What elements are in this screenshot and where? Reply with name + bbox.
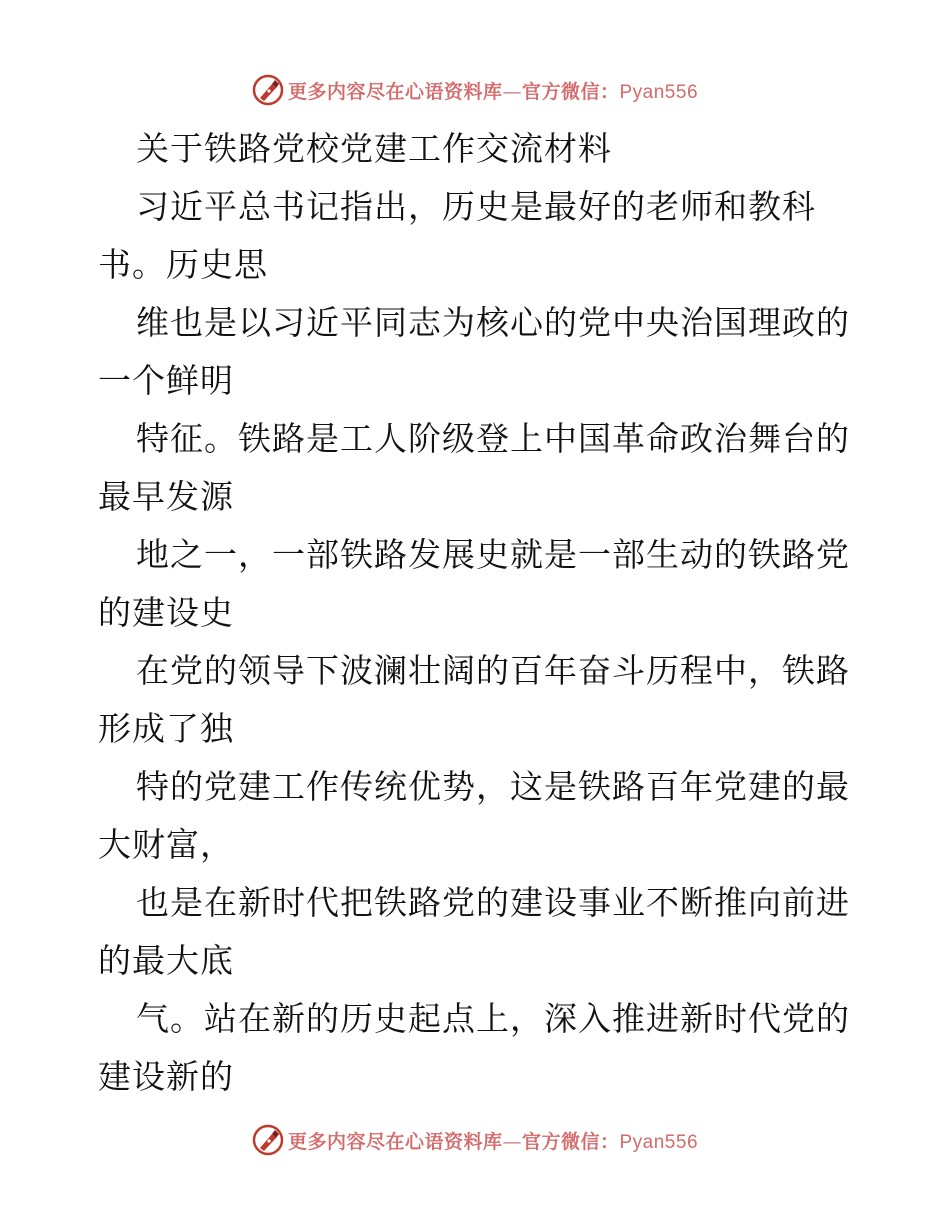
paragraph-line: 特征。铁路是工人阶级登上中国革命政治舞台的 bbox=[136, 419, 850, 458]
paragraph-line: 最早发源 bbox=[98, 477, 234, 516]
paragraph-line: 地之一，一部铁路发展史就是一部生动的铁路党 bbox=[136, 535, 850, 574]
pen-nib-logo-icon bbox=[252, 1124, 284, 1156]
footer-banner bbox=[0, 1120, 950, 1160]
header-separator: — bbox=[502, 80, 522, 103]
paragraph-line: 形成了独 bbox=[98, 709, 234, 748]
footer-wechat-label: 官方微信： bbox=[521, 1130, 620, 1153]
paragraph-line: 也是在新时代把铁路党的建设事业不断推向前进 bbox=[136, 883, 850, 922]
document-body bbox=[98, 120, 858, 1106]
paragraph-line: 的最大底 bbox=[98, 941, 234, 980]
paragraph-line: 习近平总书记指出，历史是最好的老师和教科 bbox=[136, 187, 816, 226]
footer-site-text: 更多内容尽在心语资料库 bbox=[287, 1130, 503, 1153]
header-wechat-handle: Pyan556 bbox=[619, 81, 699, 103]
paragraph-line: 的建设史 bbox=[98, 593, 234, 632]
header-banner bbox=[0, 70, 950, 110]
paragraph-line: 特的党建工作传统优势，这是铁路百年党建的最 bbox=[136, 767, 850, 806]
paragraph-line: 维也是以习近平同志为核心的党中央治国理政的 bbox=[136, 303, 850, 342]
footer-separator: — bbox=[502, 1130, 522, 1153]
paragraph-line: 气。站在新的历史起点上，深入推进新时代党的 bbox=[136, 999, 850, 1038]
header-wechat-label: 官方微信： bbox=[521, 80, 620, 103]
footer-banner-text bbox=[288, 1127, 698, 1154]
pen-nib-logo-icon bbox=[252, 74, 284, 106]
paragraph-line: 在党的领导下波澜壮阔的百年奋斗历程中，铁路 bbox=[136, 651, 850, 690]
paragraph-line: 大财富， bbox=[98, 825, 234, 864]
paragraph-line: 建设新的 bbox=[98, 1057, 234, 1096]
header-site-text: 更多内容尽在心语资料库 bbox=[287, 80, 503, 103]
document-title: 关于铁路党校党建工作交流材料 bbox=[136, 129, 612, 168]
paragraph-line: 书。历史思 bbox=[98, 245, 268, 284]
paragraph-line: 一个鲜明 bbox=[98, 361, 234, 400]
footer-wechat-handle: Pyan556 bbox=[619, 1131, 699, 1153]
header-banner-text bbox=[288, 77, 698, 104]
